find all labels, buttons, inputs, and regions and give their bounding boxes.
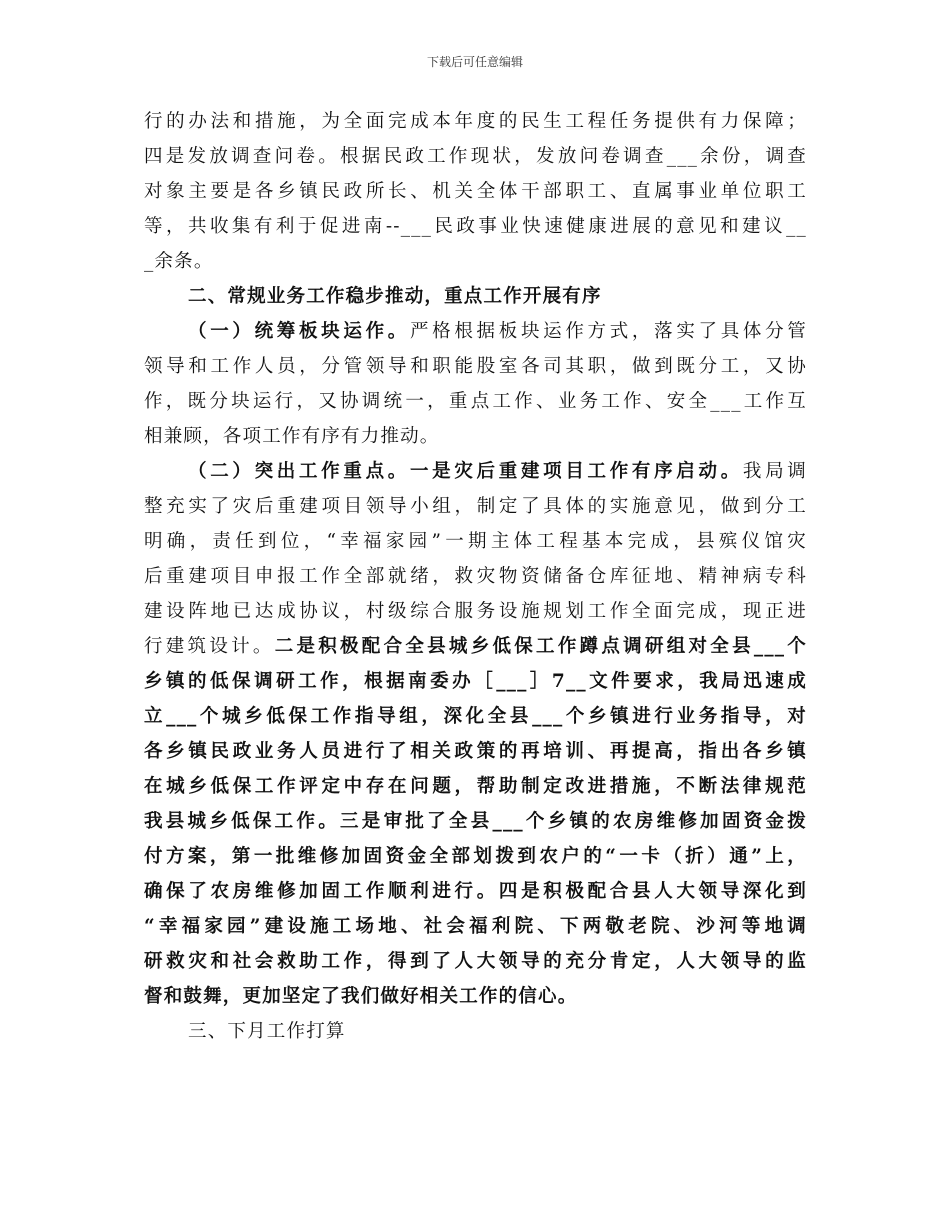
text-line [144, 314, 807, 349]
body-text: 对象主要是各乡镇民政所长、机关全体干部职工、直属事业单位职工 [144, 181, 807, 202]
body-text: _余条。 [144, 251, 214, 272]
bold-text: 二、常规业务工作稳步推动，重点工作开展有序 [188, 286, 602, 307]
text-line [144, 384, 807, 419]
text-line [144, 559, 807, 594]
text-line [144, 874, 807, 909]
bold-text: 立___个城乡低保工作指导组，深化全县___个乡镇进行业务指导，对 [144, 706, 807, 727]
text-line [144, 944, 807, 979]
text-line [144, 454, 807, 489]
bold-text: 我县城乡低保工作。三是审批了全县___个乡镇的农房维修加固资金拨 [144, 811, 807, 832]
body-text: 整充实了灾后重建项目领导小组，制定了具体的实施意见，做到分工 [144, 496, 807, 517]
bold-text: （二）突出工作重点。一是灾后重建项目工作有序启动。 [188, 461, 743, 482]
body-text: 三、下月工作打算 [188, 1021, 346, 1042]
bold-text: 二是积极配合全县城乡低保工作蹲点调研组对全县___个 [274, 636, 807, 657]
text-line [144, 629, 807, 664]
text-line [144, 769, 807, 804]
text-line [144, 594, 807, 629]
text-line [144, 279, 807, 314]
text-line [144, 524, 807, 559]
text-line [144, 1014, 807, 1049]
body-text: 相兼顾，各项工作有序有力推动。 [144, 426, 440, 447]
bold-text: “幸福家园”建设施工场地、社会福利院、下两敬老院、沙河等地调 [144, 916, 807, 937]
text-line [144, 139, 807, 174]
text-line [144, 699, 807, 734]
text-line [144, 664, 807, 699]
body-text: 建设阵地已达成协议，村级综合服务设施规划工作全面完成，现正进 [144, 601, 807, 622]
bold-text: 各乡镇民政业务人员进行了相关政策的再培训、再提高，指出各乡镇 [144, 741, 807, 762]
page-header: 下载后可任意编辑 [426, 55, 523, 69]
text-line [144, 979, 807, 1014]
body-text: 我局调 [742, 461, 807, 482]
text-line [144, 174, 807, 209]
bold-text: 付方案，第一批维修加固资金全部划拨到农户的“一卡（折）通”上， [144, 846, 807, 867]
bold-text: 研救灾和社会救助工作，得到了人大领导的充分肯定，人大领导的监 [144, 951, 807, 972]
body-text: 明确，责任到位，“幸福家园”一期主体工程基本完成，县殡仪馆灾 [144, 531, 807, 552]
text-line [144, 349, 807, 384]
bold-text: （一）统筹板块运作。 [188, 321, 410, 342]
text-line [144, 209, 807, 244]
document-body [144, 104, 807, 1049]
bold-text: 确保了农房维修加固工作顺利进行。四是积极配合县人大领导深化到 [144, 881, 807, 902]
body-text: 领导和工作人员，分管领导和职能股室各司其职，做到既分工，又协 [144, 356, 807, 377]
text-line [144, 489, 807, 524]
text-line [144, 419, 807, 454]
body-text: 等，共收集有利于促进南--___民政事业快速健康进展的意见和建议__ [144, 216, 807, 237]
body-text: 四是发放调查问卷。根据民政工作现状，发放问卷调查___余份，调查 [144, 146, 807, 167]
text-line [144, 734, 807, 769]
bold-text: 在城乡低保工作评定中存在问题，帮助制定改进措施，不断法律规范 [144, 776, 807, 797]
body-text: 行建筑设计。 [144, 636, 275, 657]
body-text: 作，既分块运行，又协调统一，重点工作、业务工作、安全___工作互 [144, 391, 807, 412]
text-line [144, 909, 807, 944]
text-line [144, 804, 807, 839]
bold-text: 乡镇的低保调研工作，根据南委办［___］7__文件要求，我局迅速成 [144, 671, 807, 692]
text-line [144, 244, 807, 279]
body-text: 后重建项目申报工作全部就绪，救灾物资储备仓库征地、精神病专科 [144, 566, 807, 587]
body-text: 严格根据板块运作方式，落实了具体分管 [409, 321, 807, 342]
text-line [144, 104, 807, 139]
bold-text: 督和鼓舞，更加坚定了我们做好相关工作的信心。 [144, 986, 578, 1007]
body-text: 行的办法和措施，为全面完成本年度的民生工程任务提供有力保障； [144, 111, 807, 132]
text-line [144, 839, 807, 874]
